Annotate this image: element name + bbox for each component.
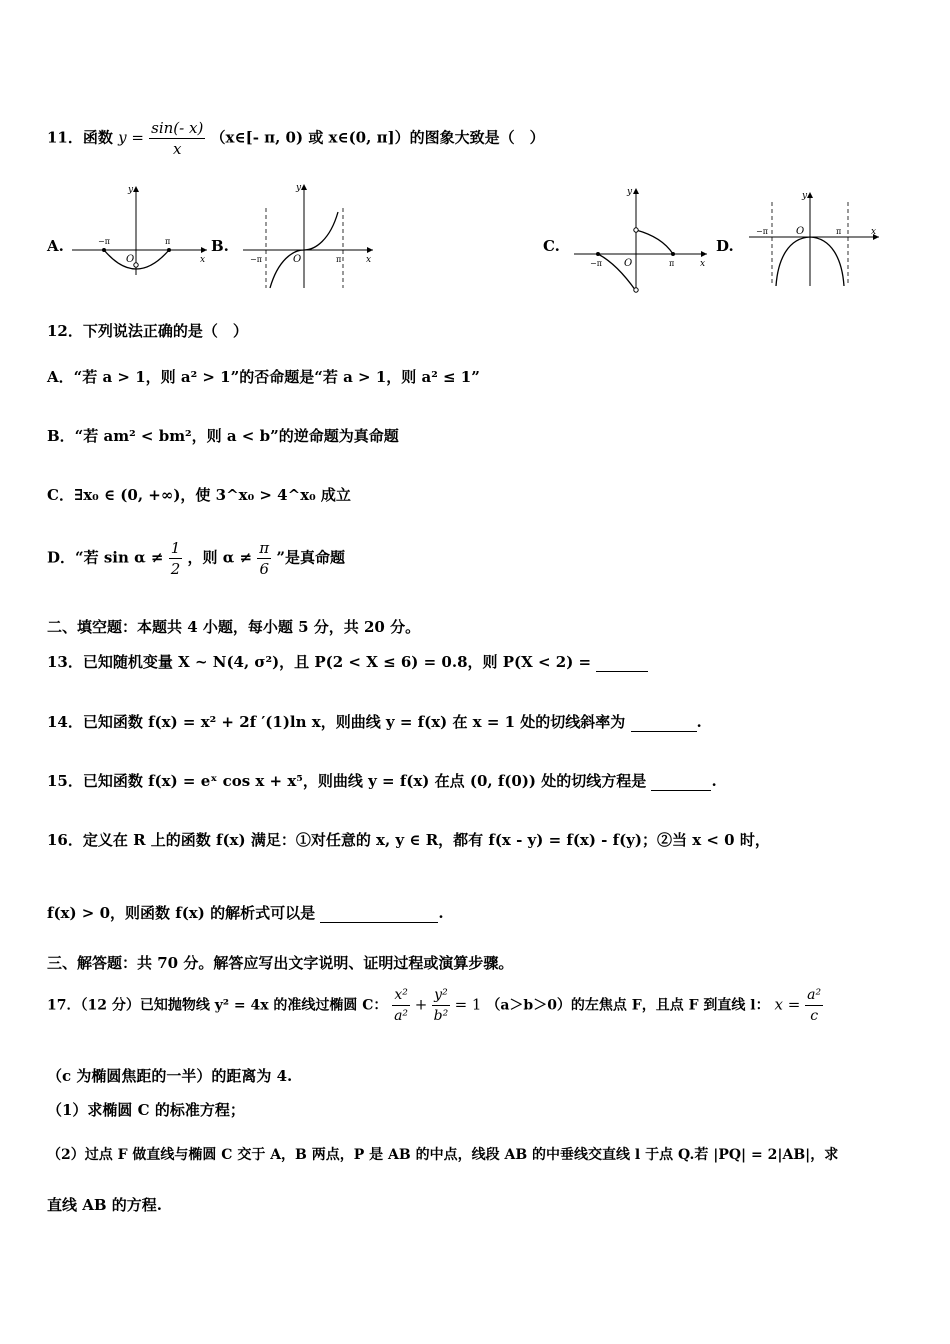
q13-text: 13．已知随机变量 X ~ N(4, σ²)，且 P(2 < X ≤ 6) = 0.8，则 P(X < 2) = xyxy=(47,653,592,671)
q16-line-1: 16．定义在 R 上的函数 f(x) 满足：①对任意的 x, y ∈ R，都有 f(x - y) = f(x) - f(y)；②当 x < 0 时， xyxy=(47,831,770,849)
q17-frac-x xyxy=(392,985,410,1026)
q15-answer-blank[interactable] xyxy=(651,772,711,791)
q17-pre: 17．（12 分）已知抛物线 y² = 4x 的准线过椭圆 C： xyxy=(47,997,388,1014)
q11-number: 11．函数 xyxy=(47,128,113,147)
graph-c-curve-right xyxy=(636,230,673,254)
graph-c-origin: O xyxy=(624,258,633,269)
q11-y-eq: y = xyxy=(118,128,144,147)
q12-option-c: C．∃x₀ ∈ (0, +∞)，使 3^x₀ > 4^x₀ 成立 xyxy=(47,486,351,504)
graph-d-y-label: y xyxy=(802,191,808,201)
q17-part-1: （1）求椭圆 C 的标准方程； xyxy=(47,1101,245,1119)
q12-option-b: B．“若 am² < bm²，则 a < b”的逆命题为真命题 xyxy=(47,427,399,445)
q17-frac-y xyxy=(432,985,450,1026)
graph-b-x-label: x xyxy=(366,255,372,265)
q15-text: 15．已知函数 f(x) = eˣ cos x + x⁵，则曲线 y = f(x) 在点 (0, f(0)) 处的切线方程是 xyxy=(47,772,647,790)
graph-d-origin: O xyxy=(796,226,805,237)
q17-frac-a2c-num: a² xyxy=(805,985,823,1006)
q12-d-frac2-den: 6 xyxy=(259,560,269,578)
graph-c-pi: π xyxy=(669,259,675,268)
graph-a-origin: O xyxy=(126,254,135,265)
graph-b-origin: O xyxy=(293,254,302,265)
q11-fraction xyxy=(149,118,205,159)
graph-a-neg-pi: −π xyxy=(98,237,110,246)
graph-b-pi: π xyxy=(336,255,342,264)
q17-frac-x-den: a² xyxy=(394,1008,409,1024)
q11-option-d: D. xyxy=(716,237,734,255)
q17-frac-a2c-den: c xyxy=(810,1008,819,1024)
q17-line-2: （c 为椭圆焦距的一半）的距离为 4. xyxy=(47,1067,293,1085)
graph-b-neg-pi: −π xyxy=(250,255,262,264)
q17-plus: + xyxy=(414,995,428,1014)
graph-a-pi: π xyxy=(165,237,171,246)
q17-line-1 xyxy=(47,985,823,1026)
q17-eq1: = 1 xyxy=(454,995,482,1014)
graph-a-x-label: x xyxy=(200,255,206,265)
graph-d-neg-pi: −π xyxy=(756,227,768,236)
q12-stem: 12．下列说法正确的是（ ） xyxy=(47,322,248,340)
q12-option-a: A．“若 a > 1，则 a² > 1”的否命题是“若 a > 1，则 a² ≤ 1” xyxy=(47,368,480,386)
graph-d xyxy=(744,188,884,288)
q12-d-pre: D．“若 sin α ≠ xyxy=(47,548,164,567)
q11-fraction-numerator: sin(- x) xyxy=(151,119,204,137)
q14-text: 14．已知函数 f(x) = x² + 2f ′(1)ln x，则曲线 y = f(x) 在 x = 1 处的切线斜率为 xyxy=(47,713,626,731)
q12-d-mid: ，则 α ≠ xyxy=(187,548,253,567)
q17-frac-x-num: x² xyxy=(392,985,410,1006)
q12-d-post: ”是真命题 xyxy=(276,548,346,567)
q14-line xyxy=(47,711,702,732)
graph-d-x-label: x xyxy=(871,227,877,237)
graph-b xyxy=(238,180,378,292)
q16-period: . xyxy=(438,904,444,922)
q15-line xyxy=(47,770,717,791)
q13-answer-blank[interactable] xyxy=(596,653,648,672)
q11-option-c: C. xyxy=(543,237,560,255)
graph-c-neg-pi: −π xyxy=(590,259,602,268)
graph-a xyxy=(72,180,212,280)
q14-period: . xyxy=(696,713,702,731)
graph-b-y-label: y xyxy=(296,183,302,193)
q12-d-frac1 xyxy=(169,538,183,579)
q12-d-frac2 xyxy=(257,538,271,579)
q11-line xyxy=(47,118,545,159)
graph-c-y-label: y xyxy=(627,187,633,197)
q11-option-b: B. xyxy=(211,237,229,255)
q11-option-a: A. xyxy=(47,237,64,255)
q11-fraction-denominator: x xyxy=(173,140,182,158)
q12-d-frac2-num: π xyxy=(259,539,270,557)
q16-line-2 xyxy=(47,902,444,923)
q17-x-eq: x = xyxy=(774,995,801,1014)
q17-part-2-end: 直线 AB 的方程. xyxy=(47,1196,162,1214)
q17-frac-y-num: y² xyxy=(432,985,450,1006)
graph-c xyxy=(572,182,712,294)
q12-option-d xyxy=(47,538,345,579)
graph-d-pi: π xyxy=(836,227,842,236)
q16-text-2: f(x) > 0，则函数 f(x) 的解析式可以是 xyxy=(47,904,316,922)
graph-a-y-label: y xyxy=(128,185,134,195)
q12-d-frac1-den: 2 xyxy=(170,560,181,578)
q17-part-2: （2）过点 F 做直线与椭圆 C 交于 A，B 两点，P 是 AB 的中点，线段 AB 的中垂线交直线 l 于点 Q.若 |PQ| = 2|AB|，求 xyxy=(47,1147,839,1163)
q11-domain: （x∈[- π, 0) 或 x∈(0, π]）的图象大致是（ ） xyxy=(210,128,545,147)
q15-period: . xyxy=(711,772,717,790)
q16-answer-blank[interactable] xyxy=(320,904,438,923)
q17-frac-a2c xyxy=(805,985,823,1026)
q13-line xyxy=(47,651,648,672)
q12-d-frac1-num: 1 xyxy=(170,539,181,557)
section-2-heading: 二、填空题：本题共 4 小题，每小题 5 分，共 20 分。 xyxy=(47,618,421,636)
q14-answer-blank[interactable] xyxy=(631,713,697,732)
graph-c-x-label: x xyxy=(700,259,706,269)
q17-frac-y-den: b² xyxy=(433,1008,449,1024)
q17-mid: （a＞b＞0）的左焦点 F，且点 F 到直线 l： xyxy=(486,997,770,1014)
section-3-heading: 三、解答题：共 70 分。解答应写出文字说明、证明过程或演算步骤。 xyxy=(47,954,514,972)
